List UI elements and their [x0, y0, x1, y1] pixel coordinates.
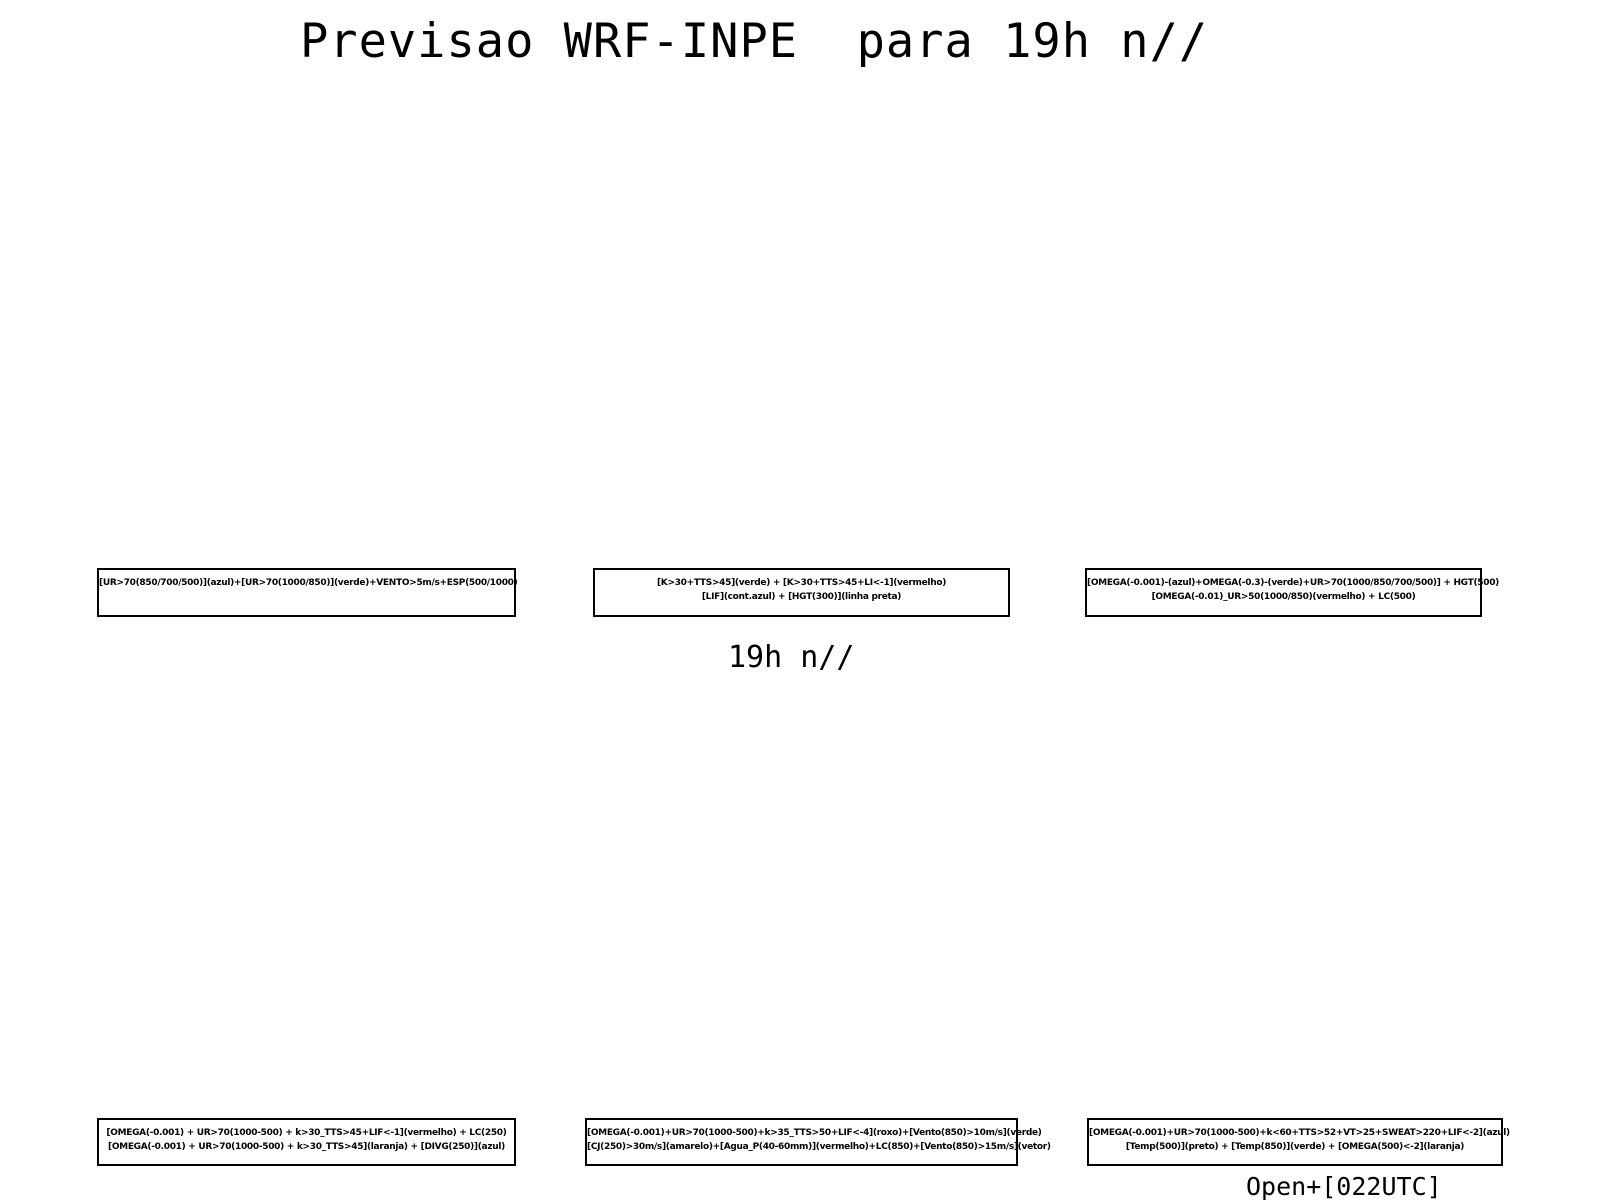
legend-line: [K>30+TTS>45](verde) + [K>30+TTS>45+LI<-1](vermelho) — [656, 578, 947, 588]
footer-utc-label: Open+[022UTC] — [1246, 1172, 1442, 1200]
legend-line: [OMEGA(-0.001) + UR>70(1000-500) + k>30_TTS>45](laranja) + [DIVG(250)](azul) — [108, 1142, 505, 1152]
legend-line: [Temp(500)](preto) + [Temp(850)](verde) + [OMEGA(500)<-2](laranja) — [1125, 1142, 1465, 1152]
legend-line: [LIF](cont.azul) + [HGT(300)](linha preta) — [701, 592, 902, 602]
legend-line: [OMEGA(-0.01)_UR>50(1000/850)(vermelho) + LC(500) — [1151, 592, 1416, 602]
legend-box-top-left — [97, 568, 516, 617]
legend-line: [CJ(250)>30m/s](amarelo)+[Agua_P(40-60mm)](vermelho)+LC(850)+[Vento(850)>15m/s](vetor) — [587, 1142, 1051, 1152]
legend-line: [OMEGA(-0.001)-(azul)+OMEGA(-0.3)-(verde)+UR>70(1000/850/700/500)] + HGT(500) — [1087, 578, 1499, 588]
legend-box-bottom-left — [97, 1118, 516, 1166]
legend-box-bottom-right — [1087, 1118, 1510, 1166]
legend-line: [OMEGA(-0.001) + UR>70(1000-500) + k>30_TTS>45+LIF<-1](vermelho) + LC(250) — [106, 1128, 507, 1138]
page-title: Previsao WRF-INPE para 19h n// — [300, 14, 1209, 69]
legend-box-top-middle — [593, 568, 1010, 617]
legend-box-bottom-middle — [585, 1118, 1051, 1166]
legend-line: [OMEGA(-0.001)+UR>70(1000-500)+k<60+TTS>52+VT>25+SWEAT>220+LIF<-2](azul) — [1089, 1128, 1510, 1138]
center-hour-label: 19h n// — [728, 640, 855, 675]
legend-line: [UR>70(850/700/500)](azul)+[UR>70(1000/850)](verde)+VENTO>5m/s+ESP(500/1000) — [99, 578, 518, 588]
legend-line: [OMEGA(-0.001)+UR>70(1000-500)+k>35_TTS>50+LIF<-4](roxo)+[Vento(850)>10m/s](verde) — [587, 1128, 1042, 1138]
legend-box-top-right — [1085, 568, 1499, 617]
